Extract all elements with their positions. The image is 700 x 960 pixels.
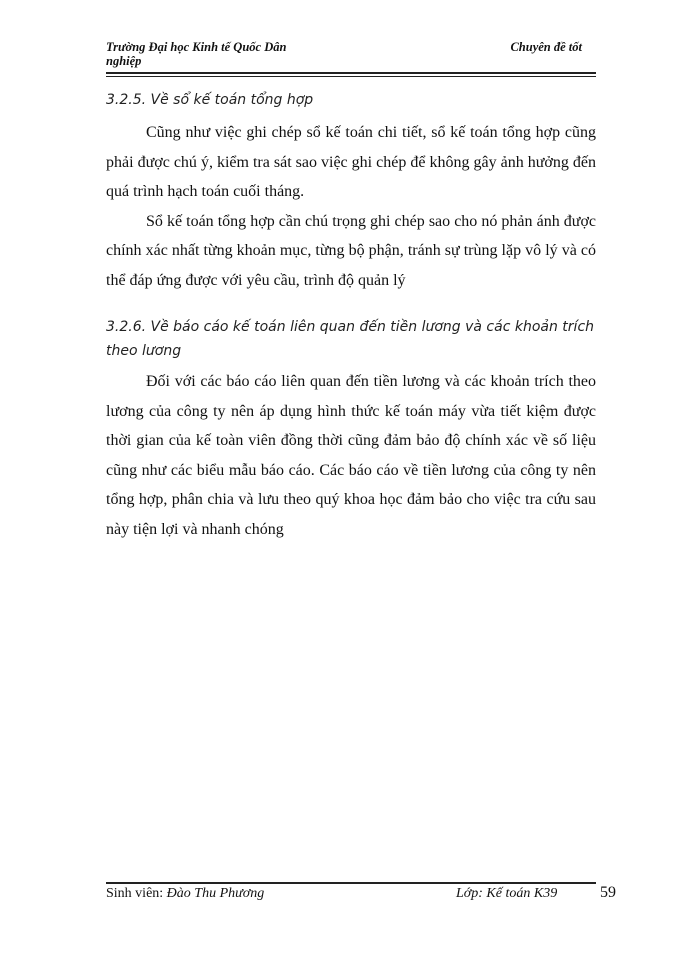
paragraph: Đối với các báo cáo liên quan đến tiền lương và các khoản trích theo lương của công ty nên áp dụng hình thức kế toán máy vừa tiết kiệm được thời gian của kế toàn viên đồng thời cũng đảm bảo độ chính xác về số liệu cũng như các biểu mẫu báo cáo. Các báo cáo về tiền lương của công ty nên tổng hợp, phân chia và lưu theo quý khoa học đảm bảo cho việc tra cứu sau này tiện lợi và nhanh chóng <box>106 373 596 538</box>
footer-class: Lớp: Kế toán K39 <box>456 886 558 901</box>
header-rule-thick <box>106 72 596 74</box>
header-subject: Chuyên đề tốt <box>510 40 582 54</box>
footer-rule <box>106 882 596 884</box>
page-body <box>106 88 596 544</box>
paragraph: Cũng như việc ghi chép sổ kế toán chi tiết, sổ kế toán tổng hợp cũng phải được chú ý, kiểm tra sát sao việc ghi chép để không gây ảnh hưởng đến quá trình hạch toán cuối tháng. <box>106 124 596 200</box>
section-heading: 3.2.6. Về báo cáo kế toán liên quan đến tiền lương và các khoản trích theo lương <box>106 319 595 359</box>
header-rule-thin <box>106 76 596 77</box>
student-name: Đào Thu Phương <box>166 886 265 901</box>
page-number: 59 <box>600 884 616 901</box>
footer-student: Sinh viên: Đào Thu Phương <box>106 886 265 901</box>
header-school: Trường Đại học Kinh tế Quốc Dân nghiệp <box>106 40 287 68</box>
paragraph: Sổ kế toán tổng hợp cần chú trọng ghi chép sao cho nó phản ánh được chính xác nhất từng khoản mục, từng bộ phận, tránh sự trùng lặp vô lý và có thể đáp ứng được với yêu cầu, trình độ quản lý <box>106 212 596 289</box>
section-heading: 3.2.5. Về sổ kế toán tổng hợp <box>106 92 314 108</box>
